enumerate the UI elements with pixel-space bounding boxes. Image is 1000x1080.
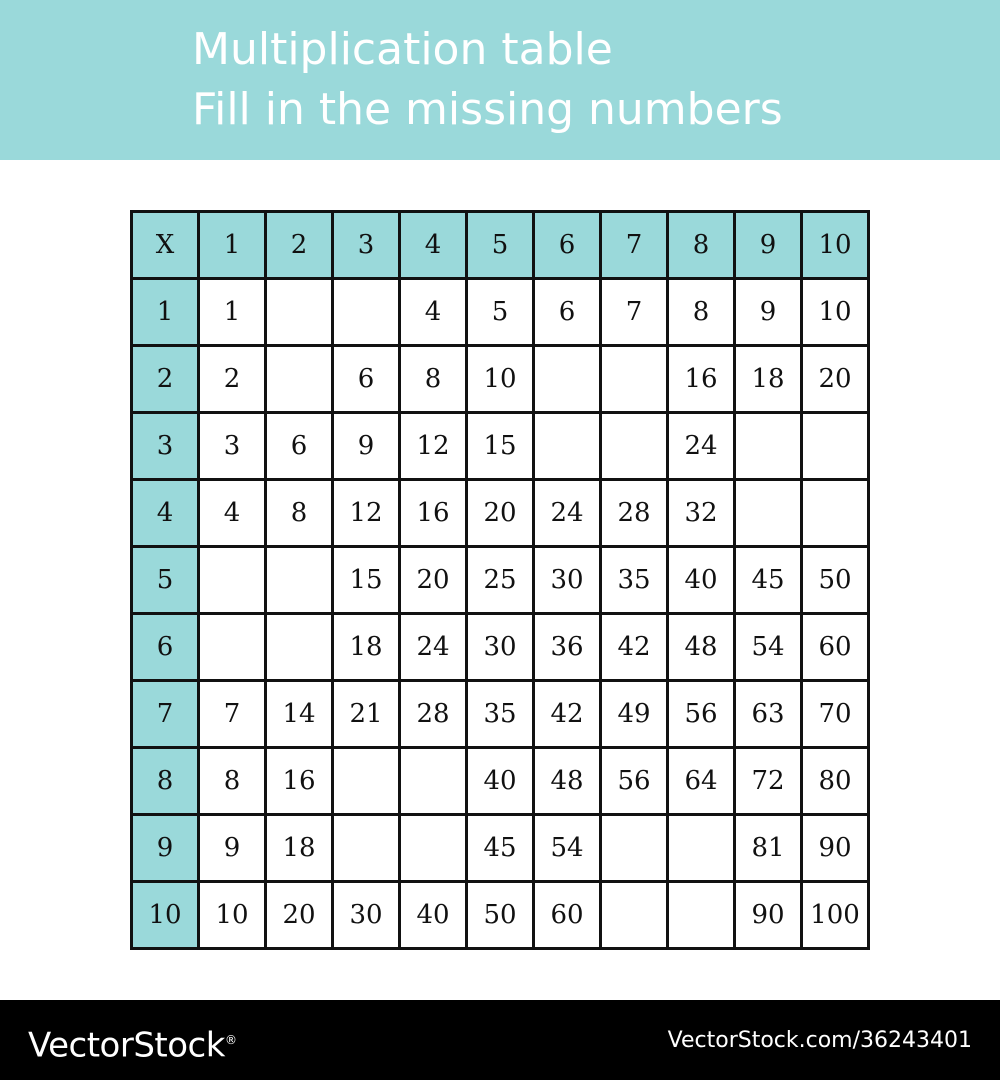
product-cell: 56 [668, 681, 735, 748]
row-header-6: 6 [132, 614, 199, 681]
blank-cell [668, 882, 735, 949]
blank-cell [735, 413, 802, 480]
product-cell: 18 [735, 346, 802, 413]
product-cell: 12 [333, 480, 400, 547]
product-cell: 15 [467, 413, 534, 480]
blank-cell [601, 815, 668, 882]
product-cell: 10 [199, 882, 266, 949]
product-cell: 20 [467, 480, 534, 547]
column-header-4: 4 [400, 212, 467, 279]
column-header-3: 3 [333, 212, 400, 279]
product-cell: 4 [199, 480, 266, 547]
product-cell: 60 [534, 882, 601, 949]
product-cell: 8 [266, 480, 333, 547]
blank-cell [668, 815, 735, 882]
product-cell: 40 [467, 748, 534, 815]
table-row [132, 547, 869, 614]
product-cell: 8 [400, 346, 467, 413]
product-cell: 3 [199, 413, 266, 480]
table-row [132, 748, 869, 815]
product-cell: 50 [467, 882, 534, 949]
product-cell: 54 [735, 614, 802, 681]
blank-cell [534, 346, 601, 413]
product-cell: 60 [802, 614, 869, 681]
product-cell: 36 [534, 614, 601, 681]
product-cell: 90 [802, 815, 869, 882]
product-cell: 10 [802, 279, 869, 346]
product-cell: 15 [333, 547, 400, 614]
product-cell: 30 [467, 614, 534, 681]
blank-cell [601, 882, 668, 949]
blank-cell [735, 480, 802, 547]
product-cell: 63 [735, 681, 802, 748]
product-cell: 40 [668, 547, 735, 614]
product-cell: 56 [601, 748, 668, 815]
title-line-2: Fill in the missing numbers [192, 84, 783, 135]
blank-cell [802, 413, 869, 480]
registered-mark: ® [224, 1033, 237, 1047]
header-banner [0, 0, 1000, 160]
product-cell: 21 [333, 681, 400, 748]
blank-cell [601, 413, 668, 480]
product-cell: 64 [668, 748, 735, 815]
column-header-7: 7 [601, 212, 668, 279]
blank-cell [802, 480, 869, 547]
product-cell: 90 [735, 882, 802, 949]
blank-cell [400, 815, 467, 882]
table-row [132, 346, 869, 413]
product-cell: 30 [333, 882, 400, 949]
row-header-4: 4 [132, 480, 199, 547]
row-header-3: 3 [132, 413, 199, 480]
vectorstock-logo [28, 1018, 236, 1067]
product-cell: 32 [668, 480, 735, 547]
table-row [132, 815, 869, 882]
product-cell: 16 [400, 480, 467, 547]
blank-cell [400, 748, 467, 815]
multiplication-table [130, 210, 870, 950]
product-cell: 81 [735, 815, 802, 882]
product-cell: 70 [802, 681, 869, 748]
table-row [132, 614, 869, 681]
product-cell: 24 [534, 480, 601, 547]
column-header-5: 5 [467, 212, 534, 279]
product-cell: 6 [534, 279, 601, 346]
footer-bar [0, 1000, 1000, 1080]
row-header-5: 5 [132, 547, 199, 614]
row-header-1: 1 [132, 279, 199, 346]
row-header-2: 2 [132, 346, 199, 413]
blank-cell [266, 547, 333, 614]
product-cell: 14 [266, 681, 333, 748]
product-cell: 49 [601, 681, 668, 748]
row-header-7: 7 [132, 681, 199, 748]
product-cell: 80 [802, 748, 869, 815]
product-cell: 7 [601, 279, 668, 346]
blank-cell [333, 748, 400, 815]
column-header-8: 8 [668, 212, 735, 279]
product-cell: 54 [534, 815, 601, 882]
product-cell: 16 [266, 748, 333, 815]
product-cell: 12 [400, 413, 467, 480]
product-cell: 42 [534, 681, 601, 748]
blank-cell [333, 279, 400, 346]
product-cell: 8 [668, 279, 735, 346]
blank-cell [534, 413, 601, 480]
product-cell: 35 [601, 547, 668, 614]
product-cell: 9 [333, 413, 400, 480]
product-cell: 4 [400, 279, 467, 346]
column-header-1: 1 [199, 212, 266, 279]
product-cell: 72 [735, 748, 802, 815]
product-cell: 20 [400, 547, 467, 614]
product-cell: 16 [668, 346, 735, 413]
blank-cell [266, 614, 333, 681]
product-cell: 8 [199, 748, 266, 815]
product-cell: 6 [333, 346, 400, 413]
product-cell: 42 [601, 614, 668, 681]
row-header-8: 8 [132, 748, 199, 815]
brand-name: VectorStock [28, 1025, 225, 1066]
product-cell: 25 [467, 547, 534, 614]
header-row [132, 212, 869, 279]
product-cell: 24 [668, 413, 735, 480]
product-cell: 40 [400, 882, 467, 949]
product-cell: 50 [802, 547, 869, 614]
product-cell: 100 [802, 882, 869, 949]
image-reference: VectorStock.com/36243401 [667, 1028, 972, 1053]
product-cell: 9 [735, 279, 802, 346]
product-cell: 20 [802, 346, 869, 413]
blank-cell [199, 547, 266, 614]
product-cell: 7 [199, 681, 266, 748]
table-row [132, 413, 869, 480]
column-header-6: 6 [534, 212, 601, 279]
product-cell: 18 [266, 815, 333, 882]
product-cell: 1 [199, 279, 266, 346]
product-cell: 28 [601, 480, 668, 547]
blank-cell [266, 279, 333, 346]
blank-cell [199, 614, 266, 681]
table-row [132, 480, 869, 547]
table-row [132, 279, 869, 346]
product-cell: 10 [467, 346, 534, 413]
product-cell: 48 [668, 614, 735, 681]
product-cell: 24 [400, 614, 467, 681]
blank-cell [333, 815, 400, 882]
column-header-2: 2 [266, 212, 333, 279]
row-header-9: 9 [132, 815, 199, 882]
product-cell: 2 [199, 346, 266, 413]
title-line-1: Multiplication table [192, 24, 613, 75]
column-header-10: 10 [802, 212, 869, 279]
product-cell: 35 [467, 681, 534, 748]
blank-cell [266, 346, 333, 413]
row-header-10: 10 [132, 882, 199, 949]
product-cell: 20 [266, 882, 333, 949]
product-cell: 18 [333, 614, 400, 681]
product-cell: 45 [467, 815, 534, 882]
product-cell: 45 [735, 547, 802, 614]
column-header-9: 9 [735, 212, 802, 279]
product-cell: 6 [266, 413, 333, 480]
blank-cell [601, 346, 668, 413]
table-row [132, 681, 869, 748]
corner-cell: X [132, 212, 199, 279]
multiplication-grid [130, 210, 870, 950]
product-cell: 28 [400, 681, 467, 748]
product-cell: 30 [534, 547, 601, 614]
product-cell: 48 [534, 748, 601, 815]
product-cell: 9 [199, 815, 266, 882]
table-row [132, 882, 869, 949]
product-cell: 5 [467, 279, 534, 346]
